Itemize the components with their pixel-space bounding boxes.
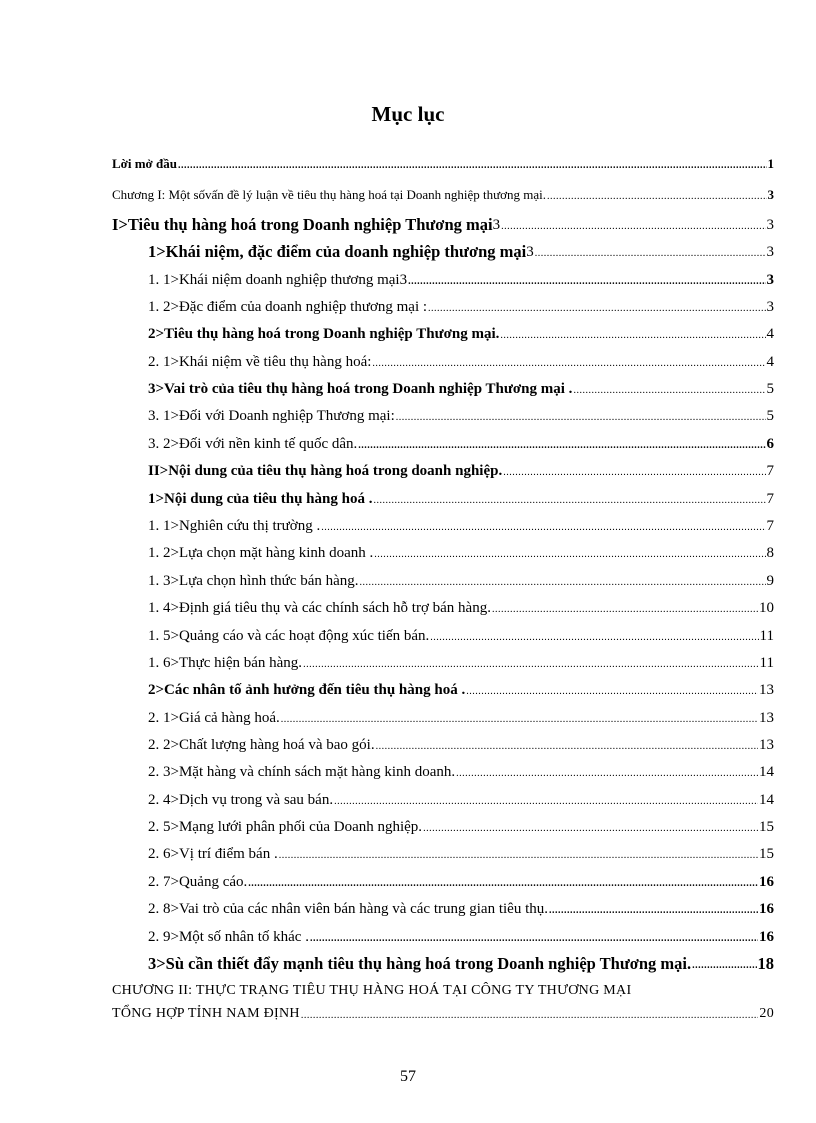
toc-entry[interactable] <box>148 544 774 562</box>
toc-entry-text: 3. 2>Đối với nền kinh tế quốc dân. <box>148 436 358 452</box>
toc-entry[interactable] <box>112 216 774 234</box>
toc-entry-text: 2. 8>Vai trò của các nhân viên bán hàng và các trung gian tiêu thụ. <box>148 901 548 917</box>
toc-entry[interactable] <box>148 572 774 590</box>
toc-entry[interactable] <box>148 353 774 371</box>
toc-entry-text: 2. 1>Khái niệm về tiêu thụ hàng hoá: <box>148 354 372 370</box>
toc-entry-page: 1 <box>767 156 774 171</box>
toc-entry-text: 1>Nội dung của tiêu thụ hàng hoá . <box>148 491 373 507</box>
leader-dots <box>501 220 765 234</box>
toc-entry-page: 20 <box>759 1006 774 1021</box>
toc-entry-page: 7 <box>766 463 774 479</box>
toc-entry[interactable] <box>148 325 774 343</box>
toc-entry-text: 3. 1>Đối với Doanh nghiệp Thương mại: <box>148 408 395 424</box>
toc-entry-page: 3 <box>766 217 774 233</box>
toc-entry-text: 3>Sù cần thiết đẩy mạnh tiêu thụ hàng hoá trong Doanh nghiệp Thương mại. <box>148 954 692 973</box>
toc-entry-page: 11 <box>759 628 774 644</box>
toc-entry-text: 2>Các nhân tố ảnh hưởng đến tiêu thụ hàng hoá . <box>148 682 466 698</box>
toc-entry-inline-page: 3 <box>492 217 501 233</box>
toc-entry[interactable] <box>148 791 774 809</box>
leader-dots <box>466 685 758 699</box>
toc-entry-page: 7 <box>766 518 774 534</box>
toc-entry[interactable] <box>148 462 774 480</box>
toc-entry-page: 4 <box>766 354 774 370</box>
toc-entry-page: 11 <box>759 655 774 671</box>
toc-entry-text: CHƯƠNG II: THỰC TRẠNG TIÊU THỤ HÀNG HOÁ TẠI CÔNG TY THƯƠNG MẠI <box>112 983 632 998</box>
toc-entry-page: 3 <box>766 272 774 288</box>
leader-dots <box>492 603 758 617</box>
toc-entry-text: 2. 2>Chất lượng hàng hoá và bao gói. <box>148 737 375 753</box>
toc-entry[interactable] <box>148 900 774 918</box>
toc-entry[interactable] <box>112 982 774 1000</box>
toc-entry-text: 2>Tiêu thụ hàng hoá trong Doanh nghiệp Thương mại. <box>148 326 500 342</box>
leader-dots <box>549 904 758 918</box>
leader-dots <box>500 329 765 343</box>
toc-entry-page: 14 <box>759 764 774 780</box>
toc-entry-text: 2. 5>Mạng lưới phân phối của Doanh nghiệp. <box>148 819 423 835</box>
leader-dots <box>423 822 758 836</box>
toc-entry[interactable] <box>148 873 774 891</box>
toc-entry-page: 10 <box>759 600 774 616</box>
toc-entry-inline-page: 3 <box>526 244 534 260</box>
leader-dots <box>547 190 766 204</box>
toc-entry[interactable] <box>112 1005 774 1023</box>
toc-entry-text: 2. 9>Một số nhân tố khác . <box>148 929 309 945</box>
leader-dots <box>303 658 758 672</box>
toc-entry[interactable] <box>112 155 774 173</box>
leader-dots <box>310 932 758 946</box>
leader-dots <box>430 631 758 645</box>
toc-entry-text: 1. 6>Thực hiện bán hàng. <box>148 655 303 671</box>
toc-entry-text: 1. 1>Khái niệm doanh nghiệp thương mại3 <box>148 272 408 288</box>
toc-entry-page: 5 <box>766 408 774 424</box>
toc-entry[interactable] <box>148 599 774 617</box>
toc-entry[interactable] <box>148 654 774 672</box>
toc-entry-text: Chương I: Một sốvấn đề lý luận về tiêu thụ hàng hoá tại Doanh nghiệp thương mại. <box>112 187 547 202</box>
toc-entry[interactable] <box>148 298 774 316</box>
leader-dots <box>503 466 765 480</box>
leader-dots <box>374 548 765 562</box>
toc-entry-text: 1. 2>Đặc điểm của doanh nghiệp thương mại : <box>148 299 428 315</box>
leader-dots <box>248 877 758 891</box>
leader-dots <box>279 849 758 863</box>
leader-dots <box>321 521 765 535</box>
leader-dots <box>573 384 765 398</box>
page-title: Mục lục <box>371 102 445 126</box>
toc-entry-page: 15 <box>759 819 774 835</box>
toc-entry[interactable] <box>148 928 774 946</box>
toc-entry-page: 5 <box>766 381 774 397</box>
toc-entry[interactable] <box>148 490 774 508</box>
leader-dots <box>456 767 758 781</box>
toc-entry-page: 8 <box>766 545 774 561</box>
toc-entry-text: 1. 3>Lựa chọn hình thức bán hàng. <box>148 573 359 589</box>
toc-entry-text: 2. 3>Mặt hàng và chính sách mặt hàng kinh doanh. <box>148 764 456 780</box>
toc-entry-page: 6 <box>766 436 774 452</box>
toc-entry-text: TỔNG HỢP TỈNH NAM ĐỊNH <box>112 1006 300 1021</box>
toc-entry-page: 15 <box>759 846 774 862</box>
toc-entry[interactable] <box>148 763 774 781</box>
leader-dots <box>372 357 765 371</box>
toc-entry[interactable] <box>148 736 774 754</box>
toc-entry-page: 13 <box>759 737 774 753</box>
toc-entry[interactable] <box>148 380 774 398</box>
toc-entry-text: 3>Vai trò của tiêu thụ hàng hoá trong Doanh nghiệp Thương mại . <box>148 381 573 397</box>
leader-dots <box>376 740 758 754</box>
toc-entry-text: 2. 6>Vị trí điểm bán . <box>148 846 278 862</box>
leader-dots <box>535 247 766 261</box>
toc-entry[interactable] <box>112 186 774 204</box>
toc-entry-page: 16 <box>759 901 774 917</box>
toc-entry-page: 7 <box>766 491 774 507</box>
toc-entry[interactable] <box>148 627 774 645</box>
leader-dots <box>692 959 756 973</box>
toc-entry[interactable] <box>148 243 774 261</box>
leader-dots <box>281 713 758 727</box>
toc-entry[interactable] <box>148 271 774 289</box>
toc-entry[interactable] <box>148 845 774 863</box>
leader-dots <box>396 411 766 425</box>
toc-entry-page: 14 <box>759 792 774 808</box>
leader-dots <box>428 302 765 316</box>
leader-dots <box>334 795 758 809</box>
toc-entry-text: 1. 1>Nghiên cứu thị trường . <box>148 518 321 534</box>
leader-dots <box>178 159 767 173</box>
toc-entry-page: 4 <box>766 326 774 342</box>
toc-entry[interactable] <box>148 435 774 453</box>
leader-dots <box>358 439 765 453</box>
leader-dots <box>408 275 765 289</box>
toc-entry-text: 2. 1>Giá cả hàng hoá. <box>148 710 280 726</box>
toc-entry-text: 1. 4>Định giá tiêu thụ và các chính sách hỗ trợ bán hàng. <box>148 600 491 616</box>
toc-entry-text: 2. 7>Quảng cáo. <box>148 874 248 890</box>
toc-entry[interactable] <box>148 517 774 535</box>
toc-entry-page: 16 <box>759 929 774 945</box>
leader-dots <box>373 494 765 508</box>
toc-entry-page: 13 <box>759 682 774 698</box>
toc-entry[interactable] <box>148 818 774 836</box>
toc-entry-text: 1. 2>Lựa chọn mặt hàng kinh doanh . <box>148 545 374 561</box>
toc-entry-page: 3 <box>767 187 774 202</box>
page-number: 57 <box>400 1068 416 1085</box>
toc-entry-text: Lời mở đầu <box>112 156 177 171</box>
toc-entry-page: 3 <box>766 299 774 315</box>
toc-entry-text: 2. 4>Dịch vụ trong và sau bán. <box>148 792 334 808</box>
toc-entry-page: 3 <box>766 244 774 260</box>
toc-entry-page: 9 <box>766 573 774 589</box>
toc-entry-text: I>Tiêu thụ hàng hoá trong Doanh nghiệp Thương mại <box>112 215 493 234</box>
toc-entry-text: II>Nội dung của tiêu thụ hàng hoá trong doanh nghiệp. <box>148 463 503 479</box>
leader-dots <box>360 576 766 590</box>
toc-entry[interactable] <box>148 681 774 699</box>
toc-entry-page: 16 <box>759 874 774 890</box>
toc-entry[interactable] <box>148 955 774 973</box>
toc-entry-text: 1. 5>Quảng cáo và các hoạt động xúc tiến bán. <box>148 628 430 644</box>
toc-entry[interactable] <box>148 709 774 727</box>
toc-entry-page: 18 <box>757 954 774 973</box>
leader-dots <box>301 1009 759 1023</box>
toc-entry-text: 1>Khái niệm, đặc điểm của doanh nghiệp thương mại <box>148 242 527 261</box>
toc-entry[interactable] <box>148 407 774 425</box>
toc-entry-page: 13 <box>759 710 774 726</box>
